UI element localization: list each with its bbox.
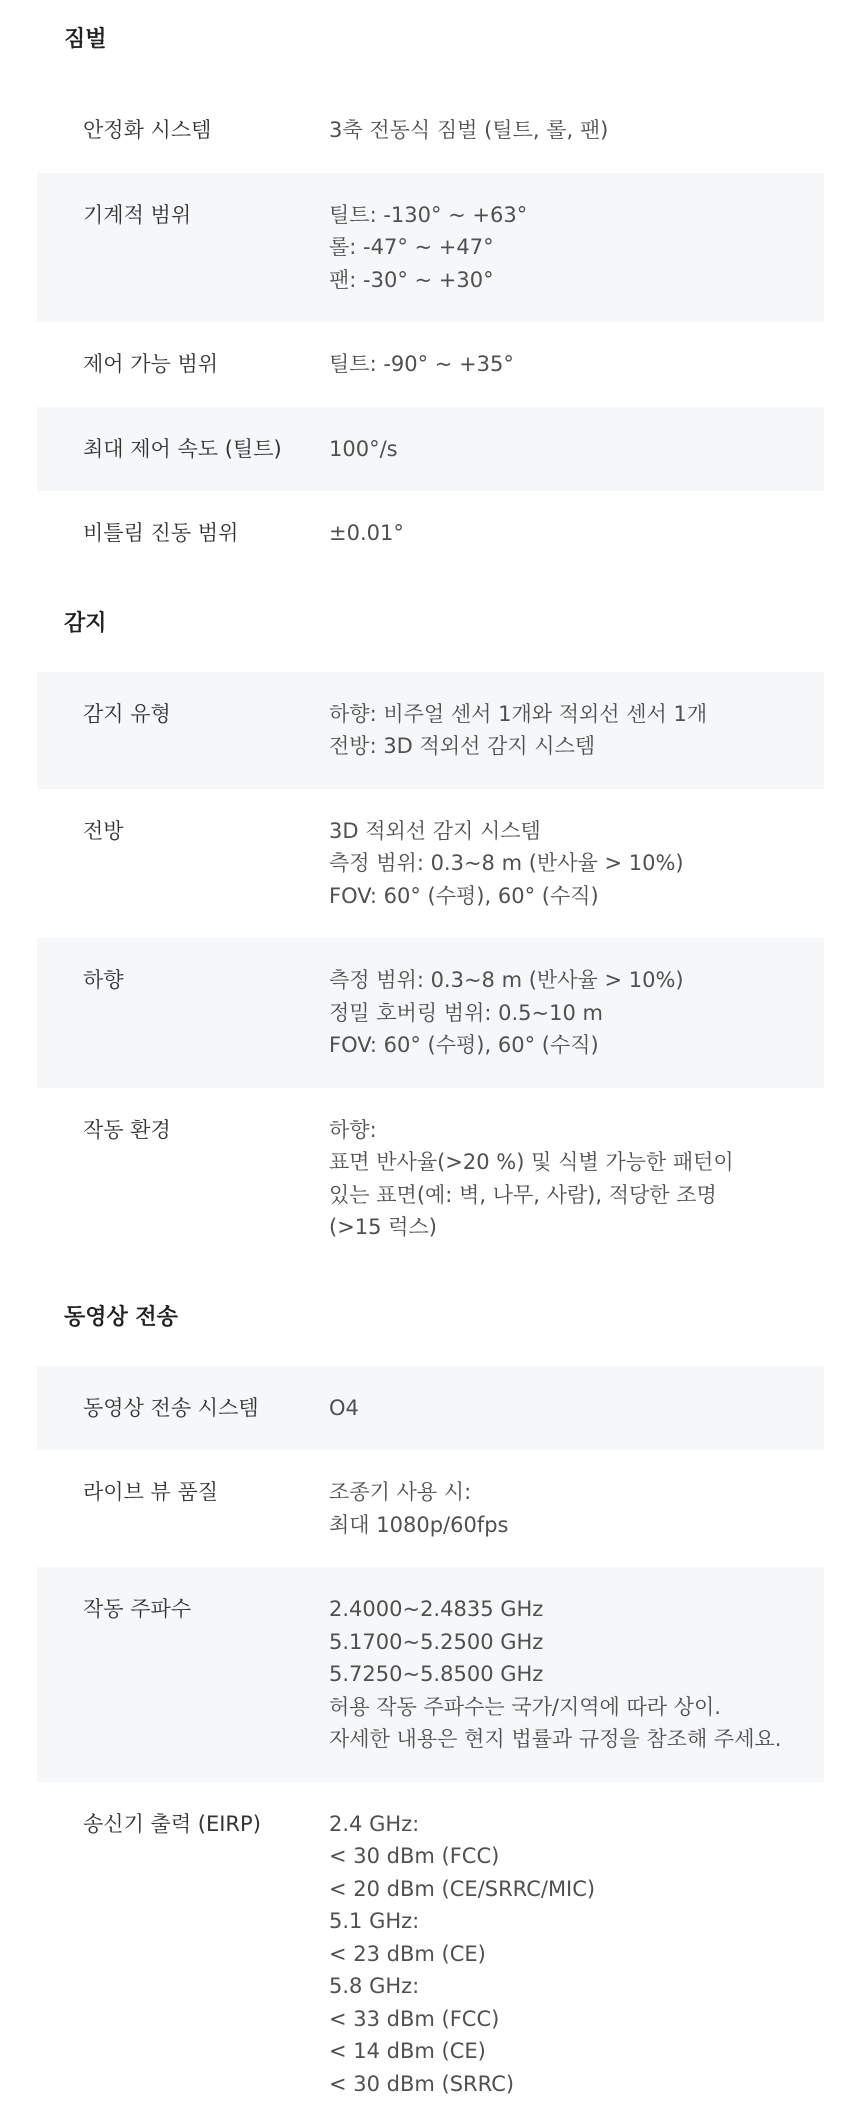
spec-label: 감지 유형 bbox=[37, 698, 329, 763]
spec-value-line: < 14 dBm (CE) bbox=[329, 2035, 808, 2068]
spec-value-line: 팬: -30° ~ +30° bbox=[329, 264, 808, 297]
spec-value-line: 틸트: -130° ~ +63° bbox=[329, 199, 808, 232]
spec-value bbox=[329, 348, 824, 381]
spec-section bbox=[0, 604, 860, 1270]
spec-row bbox=[37, 1782, 824, 2126]
spec-value bbox=[329, 1476, 824, 1541]
spec-label: 최대 제어 속도 (틸트) bbox=[37, 433, 329, 466]
spec-value-line: FOV: 60° (수평), 60° (수직) bbox=[329, 880, 808, 913]
spec-value-line: 최대 1080p/60fps bbox=[329, 1509, 808, 1542]
spec-row bbox=[37, 173, 824, 323]
spec-value-line: 하향: bbox=[329, 1114, 808, 1147]
spec-value bbox=[329, 698, 824, 763]
spec-value-line: 5.1700~5.2500 GHz bbox=[329, 1626, 808, 1659]
spec-label: 안정화 시스템 bbox=[37, 114, 329, 147]
spec-section bbox=[0, 20, 860, 576]
spec-label: 송신기 출력 (EIRP) bbox=[37, 1808, 329, 2101]
spec-value bbox=[329, 1392, 824, 1425]
spec-value-line: O4 bbox=[329, 1392, 808, 1425]
spec-row bbox=[37, 491, 824, 576]
spec-table bbox=[37, 1366, 824, 2126]
spec-value-line: 5.7250~5.8500 GHz bbox=[329, 1658, 808, 1691]
spec-value-line: < 20 dBm (CE/SRRC/MIC) bbox=[329, 1873, 808, 1906]
spec-value-line: 100°/s bbox=[329, 433, 808, 466]
section-spacer bbox=[0, 576, 860, 604]
spec-value-line: 전방: 3D 적외선 감지 시스템 bbox=[329, 730, 808, 763]
spec-label: 작동 주파수 bbox=[37, 1593, 329, 1756]
spec-value-line: 5.1 GHz: bbox=[329, 1905, 808, 1938]
spec-value-line: 3축 전동식 짐벌 (틸트, 롤, 팬) bbox=[329, 114, 808, 147]
spec-row bbox=[37, 1567, 824, 1782]
section-title: 짐벌 bbox=[64, 20, 860, 60]
spec-row bbox=[37, 322, 824, 407]
spec-label: 작동 환경 bbox=[37, 1114, 329, 1244]
spec-value-line: 틸트: -90° ~ +35° bbox=[329, 348, 808, 381]
spec-value-line: 자세한 내용은 현지 법률과 규정을 참조해 주세요. bbox=[329, 1723, 808, 1756]
spec-value bbox=[329, 964, 824, 1062]
spec-value-line: 표면 반사율(>20 %) 및 식별 가능한 패턴이 bbox=[329, 1146, 808, 1179]
spec-value-line: 롤: -47° ~ +47° bbox=[329, 231, 808, 264]
spec-value-line: 5.8 GHz: bbox=[329, 1970, 808, 2003]
spec-label: 하향 bbox=[37, 964, 329, 1062]
spec-value-line: 조종기 사용 시: bbox=[329, 1476, 808, 1509]
spec-section bbox=[0, 1298, 860, 2126]
spec-value bbox=[329, 517, 824, 550]
spec-value-line: 정밀 호버링 범위: 0.5~10 m bbox=[329, 997, 808, 1030]
spec-label: 라이브 뷰 품질 bbox=[37, 1476, 329, 1541]
spec-value-line: < 30 dBm (FCC) bbox=[329, 1840, 808, 1873]
spec-row bbox=[37, 1366, 824, 1451]
spec-value bbox=[329, 433, 824, 466]
spec-value-line: 하향: 비주얼 센서 1개와 적외선 센서 1개 bbox=[329, 698, 808, 731]
spec-value bbox=[329, 199, 824, 297]
spec-row bbox=[37, 1450, 824, 1567]
spec-value-line: 허용 작동 주파수는 국가/지역에 따라 상이. bbox=[329, 1691, 808, 1724]
spec-row bbox=[37, 88, 824, 173]
spec-value bbox=[329, 1593, 824, 1756]
spec-value-line: 2.4 GHz: bbox=[329, 1808, 808, 1841]
spec-value-line: 있는 표면(예: 벽, 나무, 사람), 적당한 조명 bbox=[329, 1179, 808, 1212]
spec-value-line: 측정 범위: 0.3~8 m (반사율 > 10%) bbox=[329, 964, 808, 997]
spec-value-line: FOV: 60° (수평), 60° (수직) bbox=[329, 1029, 808, 1062]
spec-value bbox=[329, 815, 824, 913]
spec-label: 제어 가능 범위 bbox=[37, 348, 329, 381]
section-spacer bbox=[0, 1270, 860, 1298]
spec-value-line: 측정 범위: 0.3~8 m (반사율 > 10%) bbox=[329, 847, 808, 880]
spec-row bbox=[37, 938, 824, 1088]
spec-value bbox=[329, 114, 824, 147]
spec-row bbox=[37, 1088, 824, 1270]
spec-label: 동영상 전송 시스템 bbox=[37, 1392, 329, 1425]
spec-table bbox=[37, 672, 824, 1270]
spec-value-line: ±0.01° bbox=[329, 517, 808, 550]
spec-value-line: 2.4000~2.4835 GHz bbox=[329, 1593, 808, 1626]
spec-row bbox=[37, 407, 824, 492]
spec-label: 기계적 범위 bbox=[37, 199, 329, 297]
spec-row bbox=[37, 789, 824, 939]
spec-value bbox=[329, 1808, 824, 2101]
spec-row bbox=[37, 672, 824, 789]
spec-table bbox=[37, 88, 824, 576]
spec-label: 전방 bbox=[37, 815, 329, 913]
spec-label: 비틀림 진동 범위 bbox=[37, 517, 329, 550]
spec-value-line: < 30 dBm (SRRC) bbox=[329, 2068, 808, 2101]
spec-value-line: 3D 적외선 감지 시스템 bbox=[329, 815, 808, 848]
spec-value-line: < 23 dBm (CE) bbox=[329, 1938, 808, 1971]
section-title: 감지 bbox=[64, 604, 860, 644]
spec-value-line: < 33 dBm (FCC) bbox=[329, 2003, 808, 2036]
section-title: 동영상 전송 bbox=[64, 1298, 860, 1338]
spec-value-line: (>15 럭스) bbox=[329, 1211, 808, 1244]
spec-value bbox=[329, 1114, 824, 1244]
